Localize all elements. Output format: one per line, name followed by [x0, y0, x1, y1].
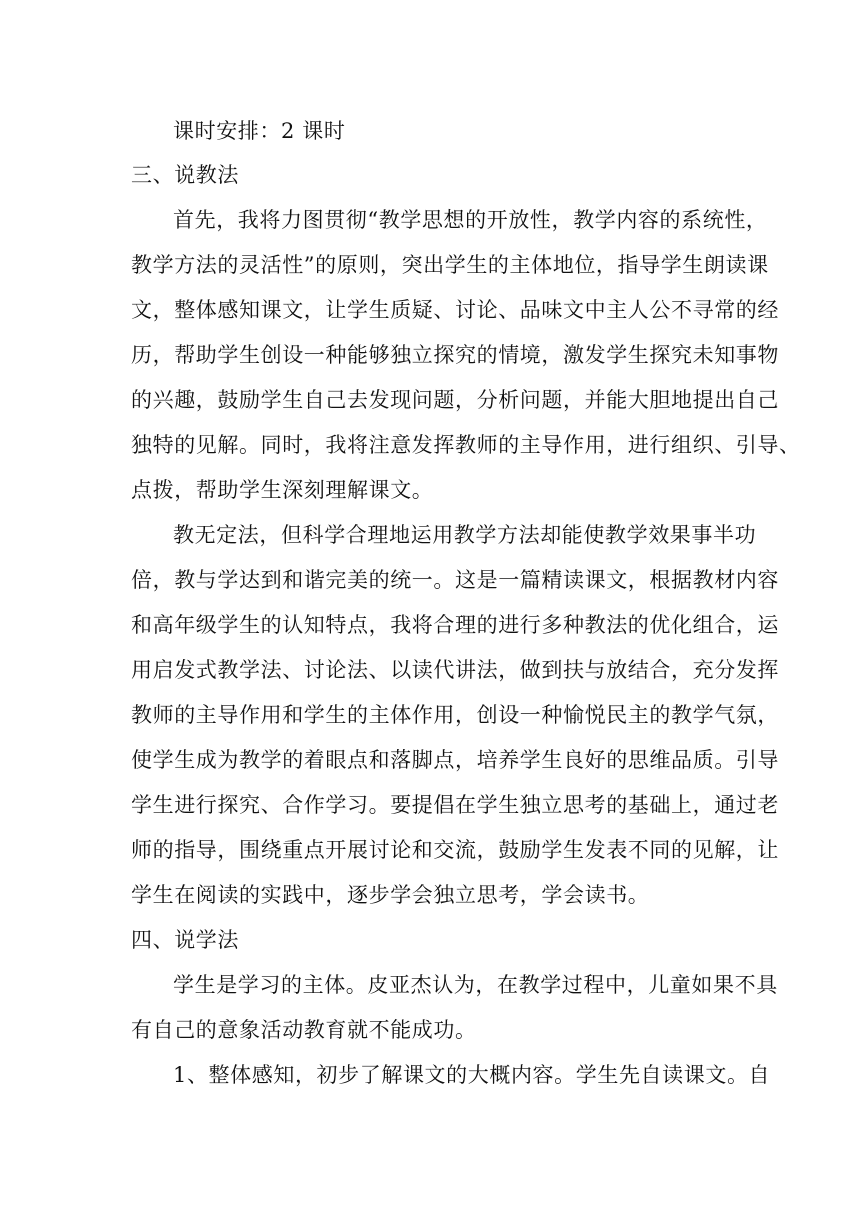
- paragraph-line: 学生进行探究、合作学习。要提倡在学生独立思考的基础上，通过老: [131, 793, 779, 817]
- paragraph-line: 学生是学习的主体。皮亚杰认为，在教学过程中，儿童如果不具: [173, 973, 778, 997]
- paragraph-line: 独特的见解。同时，我将注意发挥教师的主导作用，进行组织、引导、: [131, 433, 801, 457]
- lesson-schedule-line: 课时安排：2 课时: [173, 119, 346, 143]
- paragraph-line: 和高年级学生的认知特点，我将合理的进行多种教法的优化组合，运: [131, 613, 779, 637]
- paragraph-line: 的兴趣，鼓励学生自己去发现问题，分析问题，并能大胆地提出自己: [131, 388, 779, 412]
- paragraph-line: 有自己的意象活动教育就不能成功。: [131, 1018, 477, 1042]
- paragraph-line: 教学方法的灵活性”的原则，突出学生的主体地位，指导学生朗读课: [131, 253, 769, 277]
- paragraph-line: 历，帮助学生创设一种能够独立探究的情境，激发学生探究未知事物: [131, 343, 779, 367]
- paragraph-line: 用启发式教学法、讨论法、以读代讲法，做到扶与放结合，充分发挥: [131, 658, 779, 682]
- section-heading-learning-methods: 四、说学法: [131, 928, 239, 952]
- paragraph-line: 文，整体感知课文，让学生质疑、讨论、品味文中主人公不寻常的经: [131, 298, 779, 322]
- section-heading-teaching-methods: 三、说教法: [131, 163, 239, 187]
- paragraph-line: 使学生成为教学的着眼点和落脚点，培养学生良好的思维品质。引导: [131, 748, 779, 772]
- paragraph-line: 点拨，帮助学生深刻理解课文。: [131, 478, 434, 502]
- paragraph-line: 1、整体感知，初步了解课文的大概内容。学生先自读课文。自: [173, 1063, 771, 1087]
- paragraph-line: 倍，教与学达到和谐完美的统一。这是一篇精读课文，根据教材内容: [131, 568, 779, 592]
- paragraph-line: 教无定法，但科学合理地运用教学方法却能使教学效果事半功: [173, 523, 757, 547]
- paragraph-line: 首先，我将力图贯彻“教学思想的开放性，教学内容的系统性，: [173, 208, 768, 232]
- paragraph-line: 教师的主导作用和学生的主体作用，创设一种愉悦民主的教学气氛，: [131, 703, 779, 727]
- paragraph-line: 师的指导，围绕重点开展讨论和交流，鼓励学生发表不同的见解，让: [131, 838, 779, 862]
- paragraph-line: 学生在阅读的实践中，逐步学会独立思考，学会读书。: [131, 883, 650, 907]
